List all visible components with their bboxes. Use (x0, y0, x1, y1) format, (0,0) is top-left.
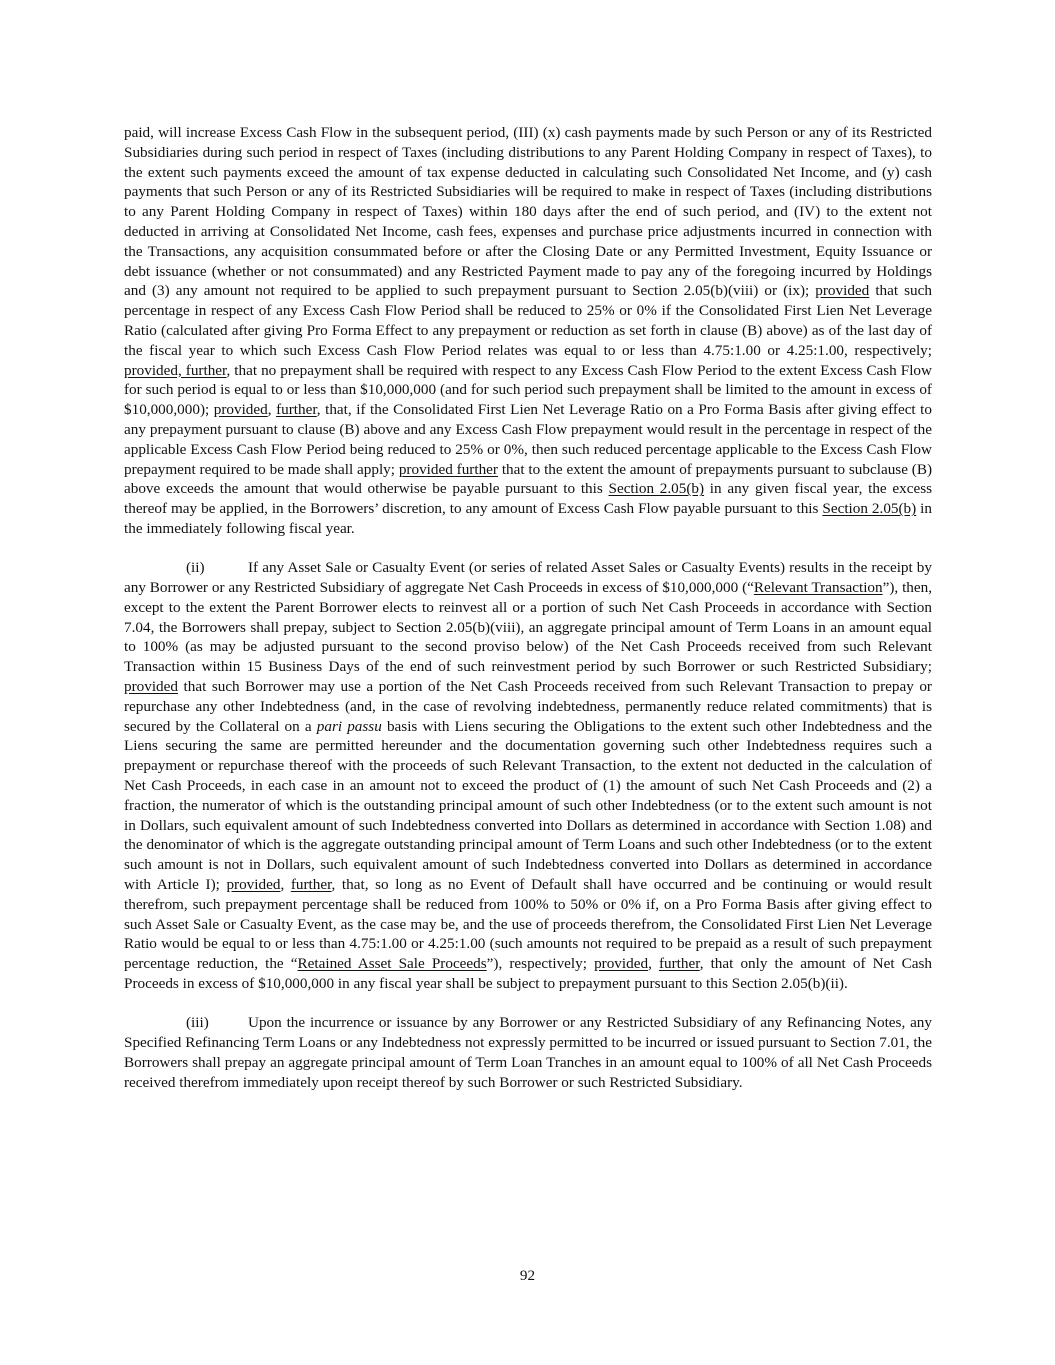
paragraph-refinancing (124, 1013, 932, 1092)
text-run: , (280, 875, 291, 893)
text-run: ”), then, except to the extent the Parent Borrower elects to reinvest all or a portion of such Net Cash Proceeds in accordance with Section 7.04, the Borrowers shall prepay, subject to Section 2.05(b)(viii), an aggregate principal amount of Term Loans in an amount equal to 100% (as may be adjusted pursuant to the second proviso below) of the Net Cash Proceeds received from such Relevant Transaction within 15 Business Days of the end of such reinvestment period by such Borrower or such Restricted Subsidiary; (124, 579, 933, 676)
underlined-term: further (658, 955, 700, 973)
underlined-term: provided (124, 678, 178, 696)
text-run: If any Asset Sale or Casualty Event (or series of related Asset Sales or Casualty Events) results in the receipt by any Borrower or any Restricted Subsidiary of aggregate Net Cash Proceeds in excess of $10,000,000 (“ (124, 559, 932, 597)
text-run: , that no prepayment shall be required with respect to any Excess Cash Flow Period to the extent Excess Cash Flow for such period is equal to or less than $10,000,000 (and for such period such prepayment shall be limited to the amount in excess of $10,000,000); (124, 361, 932, 419)
text-run: that to the extent the amount of prepayments pursuant to subclause (B) above exceeds the amount that would otherwise be payable pursuant to this (124, 460, 933, 498)
clause-number: (iii) (186, 1014, 209, 1032)
document-body (124, 123, 932, 1092)
underlined-term: provided (594, 955, 649, 973)
underlined-term: provided (226, 875, 281, 893)
section-reference: Section 2.05(b) (608, 480, 705, 498)
text-run: , that only the amount of Net Cash Proceeds in excess of $10,000,000 in any fiscal year shall be subject to prepayment pursuant to this Section 2.05(b)(ii). (124, 955, 933, 992)
text-run: , (648, 955, 659, 973)
text-run: , that, so long as no Event of Default shall have occurred and be continuing or would result therefrom, such prepayment percentage shall be reduced from 100% to 50% or 0% if, on a Pro Forma Basis after giving effect to such Asset Sale or Casualty Event, as the case may be, and the use of proceeds therefrom, the Consolidated First Lien Net Leverage Ratio would be equal to or less than 4.75:1.00 or 4.25:1.00 (such amounts not required to be prepaid as a result of such prepayment percentage reduction, the “ (124, 875, 932, 973)
underlined-term: provided (213, 401, 268, 419)
italic-term: pari passu (316, 717, 382, 735)
underlined-term: provided, further (124, 361, 227, 379)
paragraph-asset-sale (124, 558, 932, 994)
underlined-term: further (290, 875, 332, 893)
paragraph-excess-cash-flow (124, 123, 932, 539)
text-run: , that, if the Consolidated First Lien Net Leverage Ratio on a Pro Forma Basis after giving effect to any prepayment pursuant to clause (B) above and any Excess Cash Flow prepayment would result in the percentage in respect of the applicable Excess Cash Flow Period being reduced to 25% or 0%, then such reduced percentage applicable to the Excess Cash Flow prepayment required to be made shall apply; (124, 401, 932, 478)
text-run: paid, will increase Excess Cash Flow in the subsequent period, (III) (x) cash payments made by such Person or any of its Restricted Subsidiaries during such period in respect of Taxes (including distributions to any Parent Holding Company in respect of Taxes), to the extent such payments exceed the amount of tax expense deducted in calculating such Consolidated Net Income, and (y) cash payments that such Person or any of its Restricted Subsidiaries will be required to make in respect of Taxes (including distributions to any Parent Holding Company in respect of Taxes) within 180 days after the end of such period, and (IV) to the extent not deducted in arriving at Consolidated Net Income, cash fees, expenses and purchase price adjustments incurred in connection with the Transactions, any acquisition consummated before or after the Closing Date or any Permitted Investment, Equity Issuance or debt issuance (whether or not consummated) and any Restricted Payment made to pay any of the foregoing incurred by Holdings and (3) any amount not required to be applied to such prepayment pursuant to Section 2.05(b)(viii) or (ix); (124, 124, 932, 300)
text-run: ”), respectively; (486, 955, 595, 973)
defined-term: Retained Asset Sale Proceeds (297, 955, 487, 973)
text-run: that such Borrower may use a portion of the Net Cash Proceeds received from such Relevant Transaction to prepay or repurchase any other Indebtedness (and, in the case of revolving indebtedness, permanently reduce related commitments) that is secured by the Collateral on a (124, 678, 932, 735)
clause-number: (ii) (186, 559, 205, 577)
page-number: 92 (519, 1267, 536, 1284)
text-run: Upon the incurrence or issuance by any Borrower or any Restricted Subsidiary of any Refinancing Notes, any Specified Refinancing Term Loans or any Indebtedness not expressly permitted to be incurred or issued pursuant to Section 7.01, the Borrowers shall prepay an aggregate principal amount of Term Loan Tranches in an amount equal to 100% of all Net Cash Proceeds received therefrom immediately upon receipt thereof by such Borrower or such Restricted Subsidiary. (124, 1014, 932, 1091)
underlined-term: provided (815, 282, 870, 300)
text-run: in any given fiscal year, the excess thereof may be applied, in the Borrowers’ discretion, to any amount of Excess Cash Flow payable pursuant to this (124, 480, 933, 518)
defined-term: Relevant Transaction (753, 579, 883, 597)
section-reference: Section 2.05(b) (822, 500, 917, 518)
underlined-term: further (276, 401, 317, 419)
text-run: , (267, 401, 277, 419)
text-run: that such percentage in respect of any Excess Cash Flow Period shall be reduced to 25% or 0% if the Consolidated First Lien Net Leverage Ratio (calculated after giving Pro Forma Effect to any prepayment or reduction as set forth in clause (B) above) as of the last day of the fiscal year to which such Excess Cash Flow Period relates was equal to or less than 4.75:1.00 or 4.25:1.00, respectively; (124, 282, 932, 359)
text-run: in the immediately following fiscal year. (124, 500, 932, 537)
underlined-term: provided further (398, 460, 498, 478)
text-run: basis with Liens securing the Obligations to the extent such other Indebtedness and the Liens securing the same are permitted hereunder and the documentation governing such other Indebtedness requires such a prepayment or repurchase thereof with the proceeds of such Relevant Transaction, to the extent not deducted in the calculation of Net Cash Proceeds, in each case in an amount not to exceed the product of (1) the amount of such Net Cash Proceeds and (2) a fraction, the numerator of which is the outstanding principal amount of such other Indebtedness (or to the extent such amount is not in Dollars, such equivalent amount of such Indebtedness converted into Dollars as determined in accordance with Section 1.08) and the denominator of which is the aggregate outstanding principal amount of Term Loans and such other Indebtedness (or to the extent such amount is not in Dollars, such equivalent amount of such Indebtedness converted into Dollars as determined in accordance with Article I); (124, 717, 932, 893)
